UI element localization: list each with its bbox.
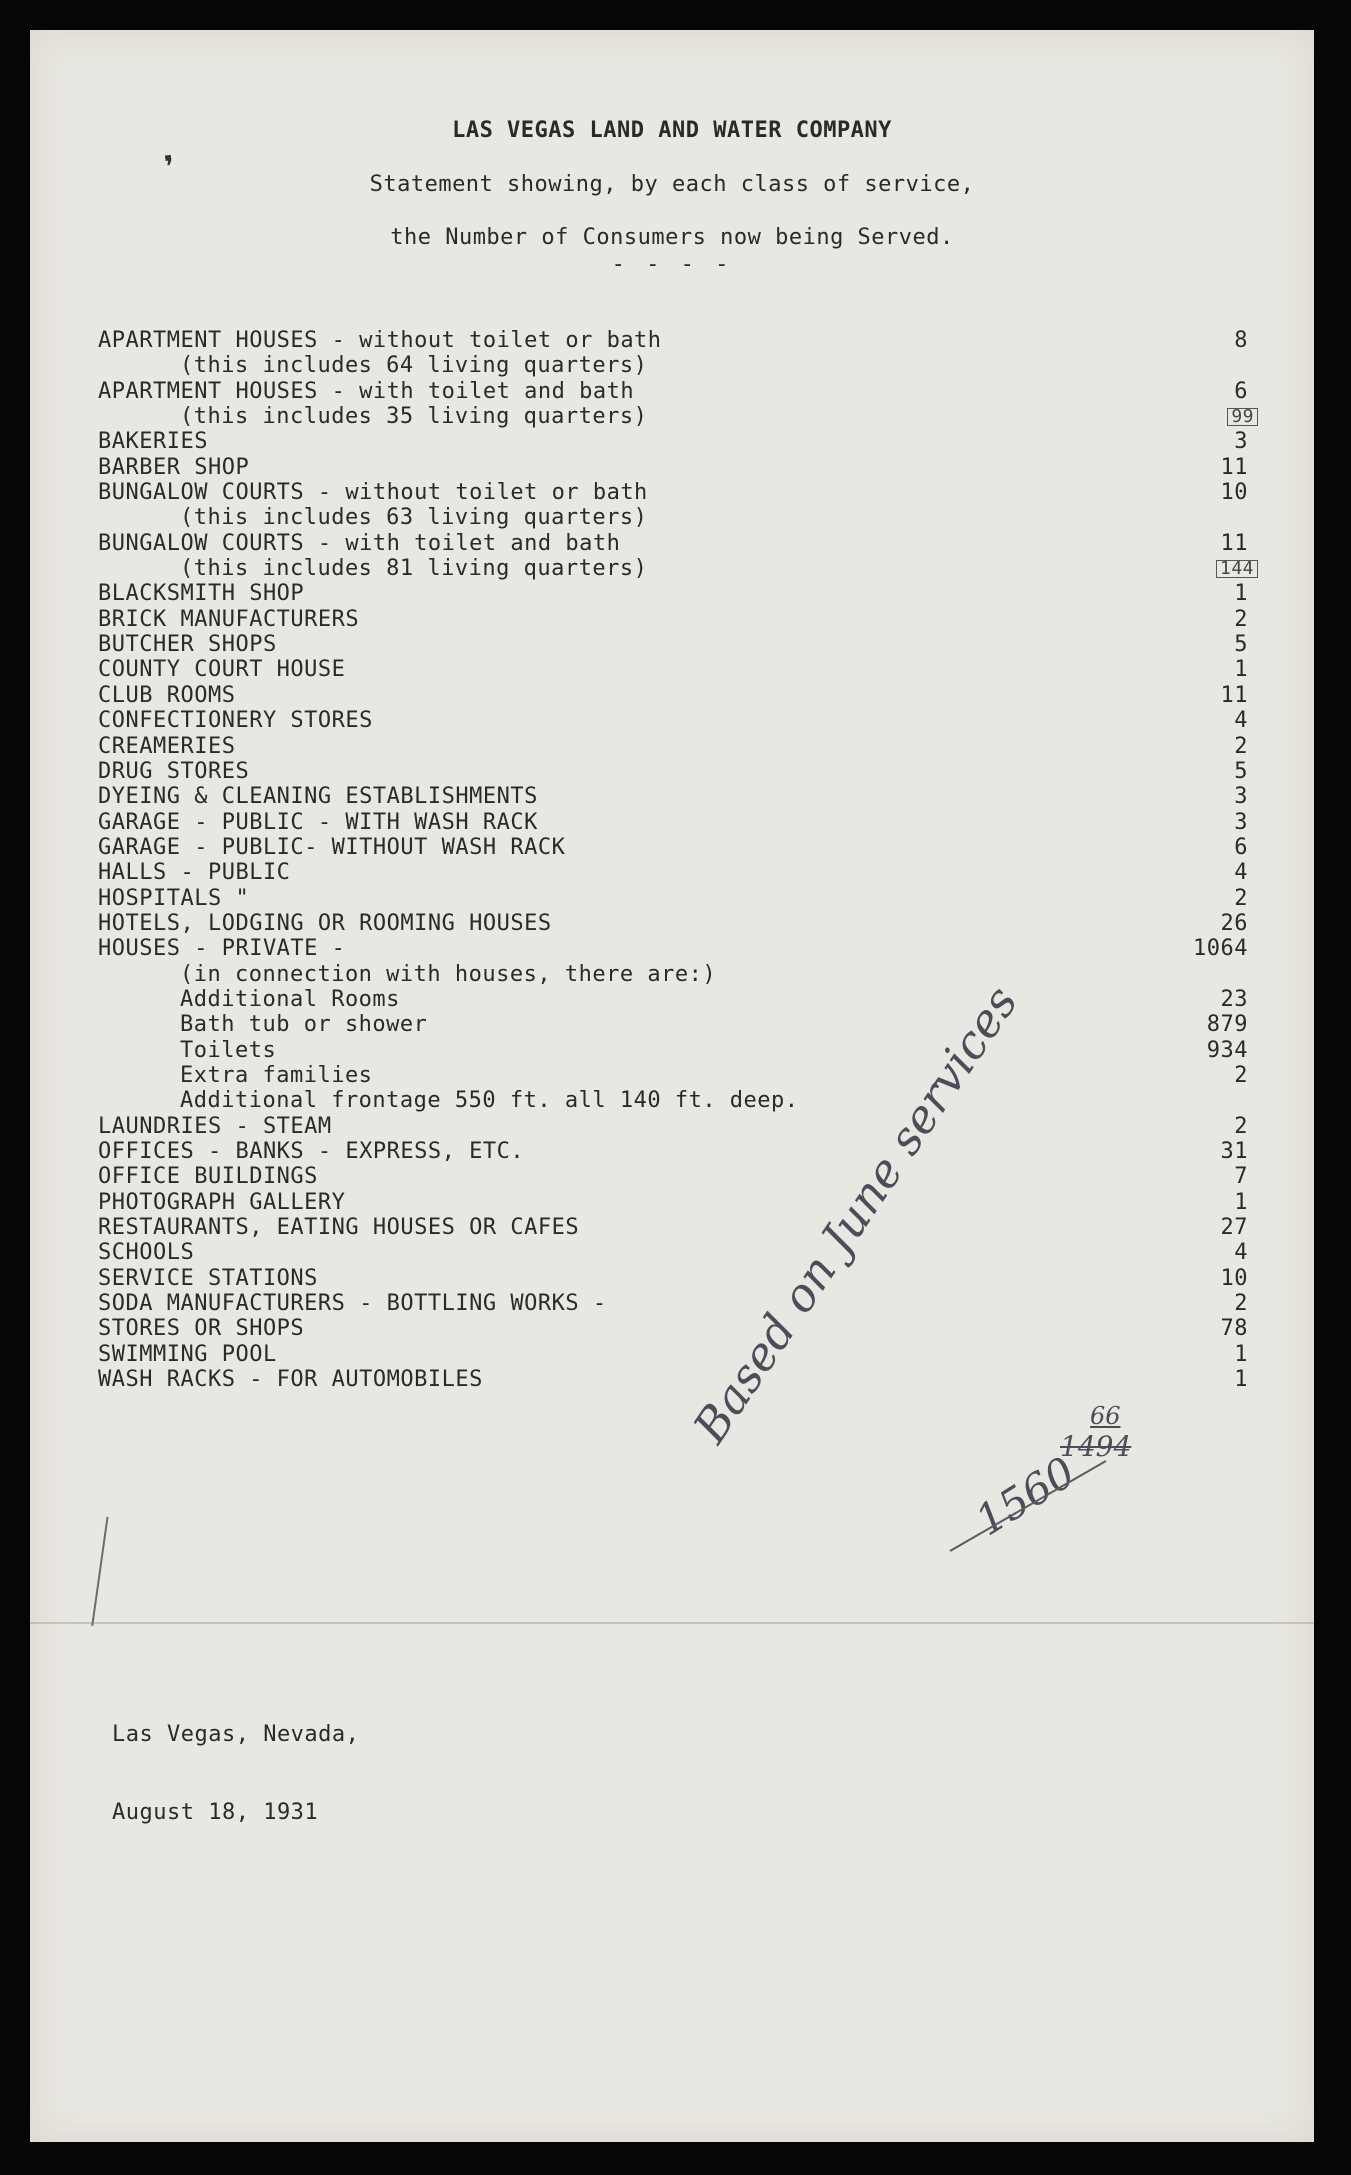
consumer-count: 78 (1220, 1316, 1248, 1342)
service-class-label: RESTAURANTS, EATING HOUSES OR CAFES (98, 1215, 580, 1241)
service-class-label: DRUG STORES (98, 758, 250, 784)
service-class-label: BUNGALOW COURTS - with toilet and bath (98, 530, 621, 556)
list-item (98, 1367, 1248, 1392)
list-item (98, 328, 1248, 353)
service-class-label: SCHOOLS (98, 1240, 195, 1266)
footer (112, 1670, 359, 1878)
list-item (98, 759, 1248, 784)
list-item (98, 1164, 1248, 1189)
handwritten-note: Based on June services (682, 976, 1029, 1453)
list-item (98, 1063, 1248, 1088)
service-class-label: DYEING & CLEANING ESTABLISHMENTS (98, 784, 538, 810)
consumer-count: 2 (1234, 885, 1248, 911)
consumer-count: 2 (1234, 733, 1248, 759)
list-item (98, 835, 1248, 860)
service-class-label: HOUSES - PRIVATE - (98, 936, 346, 962)
list-item (98, 860, 1248, 885)
handwritten-total-crossed: 1494 (1060, 1430, 1132, 1463)
service-class-label: (this includes 63 living quarters) (180, 505, 648, 531)
consumer-count: 11 (1220, 682, 1248, 708)
list-item (98, 1240, 1248, 1265)
list-item (98, 1038, 1248, 1063)
service-class-label: PHOTOGRAPH GALLERY (98, 1189, 346, 1215)
list-item (98, 911, 1248, 936)
list-item (98, 734, 1248, 759)
service-class-label: WASH RACKS - FOR AUTOMOBILES (98, 1367, 483, 1393)
service-class-label: STORES OR SHOPS (98, 1316, 305, 1342)
list-item (98, 784, 1248, 809)
service-class-label: OFFICES - BANKS - EXPRESS, ETC. (98, 1139, 525, 1164)
consumer-count: 3 (1234, 784, 1248, 810)
consumer-count: 4 (1234, 860, 1248, 886)
consumer-count: 23 (1220, 986, 1248, 1012)
service-class-label: SERVICE STATIONS (98, 1265, 318, 1291)
consumer-count: 6 (1234, 834, 1248, 860)
service-class-label: BARBER SHOP (98, 454, 250, 480)
list-item (98, 657, 1248, 682)
consumer-count: 879 (1206, 1012, 1248, 1038)
consumer-count: 10 (1220, 1265, 1248, 1291)
consumer-count: 4 (1234, 708, 1248, 734)
service-class-label: LAUNDRIES - STEAM (98, 1113, 332, 1139)
list-item (98, 886, 1248, 911)
document-page (30, 30, 1314, 2142)
list-item (98, 581, 1248, 606)
consumer-count: 4 (1234, 1240, 1248, 1266)
list-item (98, 1190, 1248, 1215)
consumer-count: 5 (1234, 758, 1248, 784)
consumer-count: 10 (1220, 480, 1248, 506)
service-class-label: HOSPITALS " (98, 885, 250, 911)
consumer-count: 5 (1234, 632, 1248, 658)
service-class-label: (this includes 81 living quarters) (180, 556, 648, 582)
service-class-label: SWIMMING POOL (98, 1341, 277, 1367)
consumer-count: 1 (1234, 581, 1248, 607)
service-class-label: Additional Rooms (180, 986, 400, 1012)
list-item (98, 1088, 1248, 1113)
consumer-count: 11 (1220, 454, 1248, 480)
list-item (98, 1139, 1248, 1164)
list-item (98, 962, 1248, 987)
document-title: LAS VEGAS LAND AND WATER COMPANY (452, 118, 892, 143)
service-class-label: CONFECTIONERY STORES (98, 708, 373, 734)
service-class-label: Additional frontage 550 ft. all 140 ft. deep. (180, 1088, 799, 1114)
consumer-count: 2 (1234, 606, 1248, 632)
service-class-label: CLUB ROOMS (98, 682, 236, 708)
document-subtitle-line1: Statement showing, by each class of service, (369, 172, 975, 197)
list-item (98, 810, 1248, 835)
service-list (98, 328, 1254, 1393)
service-class-label: OFFICE BUILDINGS (98, 1164, 318, 1190)
service-class-label: BUNGALOW COURTS - without toilet or bath (98, 480, 648, 506)
service-class-label: BLACKSMITH SHOP (98, 581, 305, 607)
service-class-label: APARTMENT HOUSES - without toilet or bath (98, 328, 662, 353)
service-class-label: Toilets (180, 1037, 277, 1063)
consumer-count: 1064 (1193, 936, 1248, 962)
list-item (98, 505, 1248, 530)
consumer-count: 2 (1234, 1291, 1248, 1317)
consumer-count: 26 (1220, 910, 1248, 936)
list-item (98, 455, 1248, 480)
consumer-count: 934 (1206, 1037, 1248, 1063)
service-class-label: COUNTY COURT HOUSE (98, 657, 346, 683)
consumer-count: 27 (1220, 1215, 1248, 1241)
list-item (98, 404, 1254, 430)
service-class-label: HALLS - PUBLIC (98, 860, 291, 886)
consumer-count: 7 (1234, 1164, 1248, 1190)
list-item (98, 1291, 1248, 1316)
service-class-label: APARTMENT HOUSES - with toilet and bath (98, 378, 635, 404)
pencil-check-mark: ❜ (154, 146, 186, 196)
handwritten-total: 1560 (967, 1447, 1084, 1546)
service-class-label: GARAGE - PUBLIC- WITHOUT WASH RACK (98, 834, 566, 860)
service-class-label: Extra families (180, 1062, 373, 1088)
service-class-label: GARAGE - PUBLIC - WITH WASH RACK (98, 809, 538, 835)
handwritten-subtotal: 99 (1227, 408, 1258, 426)
handwritten-total-above: 66 (1090, 1402, 1121, 1430)
footer-place: Las Vegas, Nevada, (112, 1722, 360, 1747)
list-item (98, 353, 1248, 378)
paper-fold (30, 1622, 1314, 1624)
list-item (98, 708, 1248, 733)
consumer-count: 1 (1234, 1189, 1248, 1215)
list-item (98, 607, 1248, 632)
consumer-count: 2 (1234, 1062, 1248, 1088)
consumer-count: 1 (1234, 1341, 1248, 1367)
list-item (98, 987, 1248, 1012)
service-class-label: SODA MANUFACTURERS - BOTTLING WORKS - (98, 1291, 607, 1317)
service-class-label: CREAMERIES (98, 733, 236, 759)
consumer-count: 11 (1220, 530, 1248, 556)
list-item (98, 379, 1248, 404)
consumer-count: 1 (1234, 1367, 1248, 1393)
service-class-label: (this includes 64 living quarters) (180, 353, 648, 379)
list-item (98, 936, 1248, 961)
service-class-label: BAKERIES (98, 429, 208, 455)
consumer-count: 3 (1234, 809, 1248, 835)
list-item (98, 1266, 1248, 1291)
consumer-count: 2 (1234, 1113, 1248, 1139)
list-item (98, 683, 1248, 708)
list-item (98, 1012, 1248, 1037)
consumer-count: 6 (1234, 378, 1248, 404)
service-class-label: HOTELS, LODGING OR ROOMING HOUSES (98, 910, 552, 936)
list-item (98, 1114, 1248, 1139)
consumer-count: 31 (1220, 1139, 1248, 1164)
list-item (98, 1316, 1248, 1341)
service-class-label: BUTCHER SHOPS (98, 632, 277, 658)
consumer-count: 3 (1234, 429, 1248, 455)
handwritten-subtotal: 144 (1216, 560, 1258, 578)
service-class-label: (in connection with houses, there are:) (180, 961, 717, 987)
separator: - - - - (611, 252, 733, 277)
list-item (98, 632, 1248, 657)
handwritten-margin-line (91, 1517, 108, 1626)
consumer-count: 8 (1234, 328, 1248, 353)
consumer-count: 1 (1234, 657, 1248, 683)
service-class-label: Bath tub or shower (180, 1012, 428, 1038)
list-item (98, 531, 1248, 556)
list-item (98, 1342, 1248, 1367)
service-class-label: (this includes 35 living quarters) (180, 404, 648, 430)
list-item (98, 1215, 1248, 1240)
footer-date: August 18, 1931 (112, 1800, 319, 1825)
document-subtitle-line2: the Number of Consumers now being Served. (390, 225, 954, 250)
list-item (98, 556, 1254, 582)
list-item (98, 480, 1248, 505)
list-item (98, 429, 1248, 454)
service-class-label: BRICK MANUFACTURERS (98, 606, 360, 632)
